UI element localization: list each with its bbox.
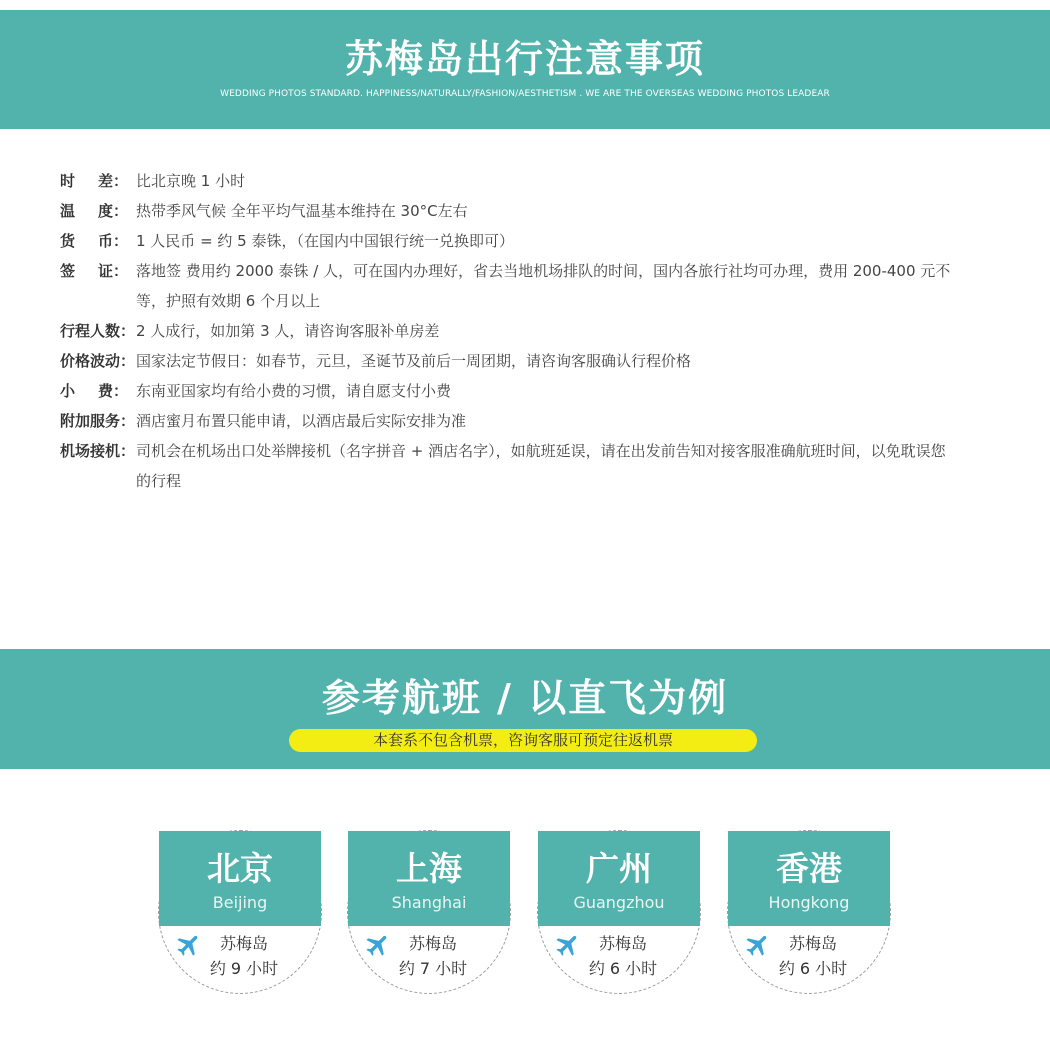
note-key: 小 费： <box>60 382 128 400</box>
note-row-visa <box>60 256 960 316</box>
city-card-shanghai <box>347 830 511 994</box>
note-value: 热带季风气候 全年平均气温基本维持在 30°C左右 <box>136 202 468 220</box>
note-key: 时 差： <box>60 172 128 190</box>
destination-label: 苏梅岛 <box>598 934 647 953</box>
destination-label: 苏梅岛 <box>408 934 457 953</box>
city-name-en: Beijing <box>212 893 268 912</box>
flight-duration: 约 9 小时 <box>209 959 279 978</box>
note-value: 2 人成行，如加第 3 人，请咨询客服补单房差 <box>136 322 440 340</box>
note-value: 1 人民币 = 约 5 泰铢，（在国内中国银行统一兑换即可） <box>136 232 514 250</box>
note-key: 货 币： <box>60 232 128 250</box>
note-key: 价格波动： <box>60 352 136 370</box>
travel-notes <box>60 166 960 490</box>
destination-label: 苏梅岛 <box>788 934 837 953</box>
ticket-note-badge: 本套系不包含机票，咨询客服可预定往返机票 <box>289 729 757 752</box>
city-list <box>0 830 1050 995</box>
city-card-guangzhou <box>537 830 701 994</box>
flight-duration: 约 6 小时 <box>588 959 658 978</box>
note-row-time <box>60 166 960 196</box>
note-value: 比北京晚 1 小时 <box>136 172 246 190</box>
page-subtitle: WEDDING PHOTOS STANDARD. HAPPINESS/NATURALLY/FASHION/AESTHETISM . WE ARE THE OVERSEAS WEDDING PHOTOS LEADEAR <box>220 89 830 99</box>
city-card-hongkong <box>727 830 891 994</box>
note-row-group-size <box>60 316 960 346</box>
note-key: 行程人数： <box>60 322 136 340</box>
destination-label: 苏梅岛 <box>219 934 268 953</box>
note-key: 机场接机： <box>60 442 136 460</box>
note-row-pickup <box>60 436 960 496</box>
note-value: 司机会在机场出口处举牌接机（名字拼音 + 酒店名字），如航班延误，请在出发前告知对接客服准确航班时间，以免耽误您的行程 <box>136 442 946 490</box>
header-banner <box>0 10 1050 129</box>
flight-duration: 约 7 小时 <box>398 959 468 978</box>
note-value: 落地签 费用约 2000 泰铢 / 人，可在国内办理好，省去当地机场排队的时间，国内各旅行社均可办理，费用 200-400 元不等，护照有效期 6 个月以上 <box>136 262 951 310</box>
city-name-en: Guangzhou <box>573 893 665 912</box>
note-row-currency <box>60 226 960 256</box>
note-row-tips <box>60 376 960 406</box>
note-key: 温 度： <box>60 202 128 220</box>
flight-duration: 约 6 小时 <box>778 959 848 978</box>
city-name-cn: 广州 <box>586 849 652 888</box>
city-name-en: Hongkong <box>768 893 850 912</box>
note-value: 国家法定节假日：如春节，元旦，圣诞节及前后一周团期，请咨询客服确认行程价格 <box>136 352 692 370</box>
city-card-beijing <box>158 830 322 994</box>
city-name-cn: 上海 <box>396 849 462 888</box>
note-row-extras <box>60 406 960 436</box>
note-value: 东南亚国家均有给小费的习惯，请自愿支付小费 <box>136 382 452 400</box>
flights-banner <box>0 649 1050 769</box>
flights-title: 参考航班 / 以直飞为例 <box>321 676 729 720</box>
note-key: 签 证： <box>60 262 128 280</box>
note-key: 附加服务： <box>60 412 136 430</box>
page-title: 苏梅岛出行注意事项 <box>344 37 705 81</box>
note-row-price <box>60 346 960 376</box>
city-name-cn: 香港 <box>776 849 842 888</box>
city-name-cn: 北京 <box>207 849 273 888</box>
note-row-temperature <box>60 196 960 226</box>
city-name-en: Shanghai <box>391 893 467 912</box>
note-value: 酒店蜜月布置只能申请，以酒店最后实际安排为准 <box>136 412 467 430</box>
